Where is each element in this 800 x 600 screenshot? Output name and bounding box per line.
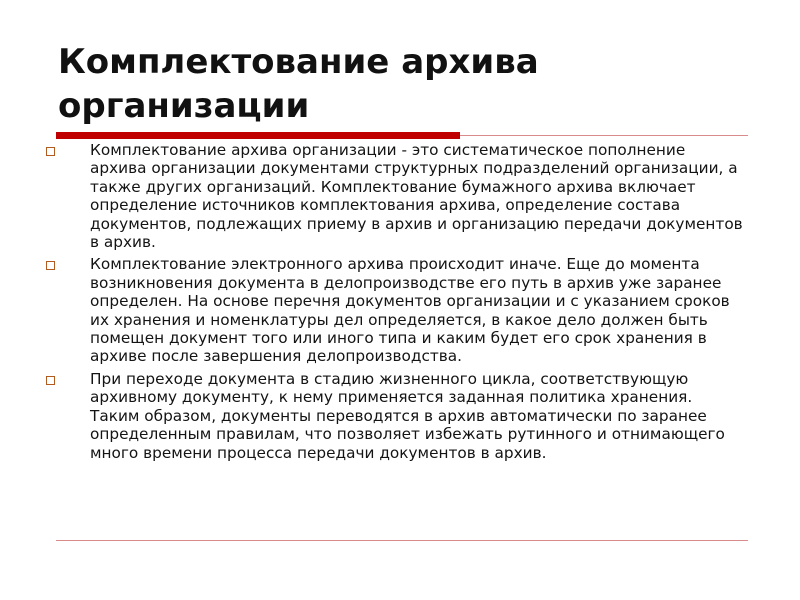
slide-title xyxy=(58,40,738,128)
title-accent-bar xyxy=(56,132,460,139)
paragraph-text: Комплектование электронного архива происходит иначе. Еще до момента возникновения документа в делопроизводстве его путь в архив уже заранее определен. На основе перечня документов организации и с указанием сроков их хранения и номенклатуры дел определяется, в какое дело должен быть помещен документ того или иного типа и каким будет его срок хранения в архиве после завершения делопроизводства. xyxy=(90,255,730,366)
slide-title-line-1: Комплектование архива xyxy=(58,42,539,82)
paragraph-text: Комплектование архива организации - это систематическое пополнение архива организации документами структурных подразделений организации, а также других организаций. Комплектование бумажного архива включает определение источников комплектования архива, определение состава документов, подлежащих приему в архив и организацию передачи документов в архив. xyxy=(90,141,743,252)
bullet-list xyxy=(44,141,744,466)
slide-title-line-2: организации xyxy=(58,86,310,126)
list-item xyxy=(44,370,744,462)
hollow-square-bullet-icon xyxy=(46,261,55,270)
list-item xyxy=(44,255,744,365)
paragraph-text: При переходе документа в стадию жизненного цикла, соответствующую архивному документу, к нему применяется заданная политика хранения. Таким образом, документы переводятся в архив автоматически по заранее определенным правилам, что позволяет избежать рутинного и отнимающего много времени процесса передачи документов в архив. xyxy=(90,369,725,462)
hollow-square-bullet-icon xyxy=(46,376,55,385)
list-item xyxy=(44,141,744,251)
hollow-square-bullet-icon xyxy=(46,147,55,156)
footer-divider-line xyxy=(56,540,748,541)
title-accent-line xyxy=(460,135,748,136)
